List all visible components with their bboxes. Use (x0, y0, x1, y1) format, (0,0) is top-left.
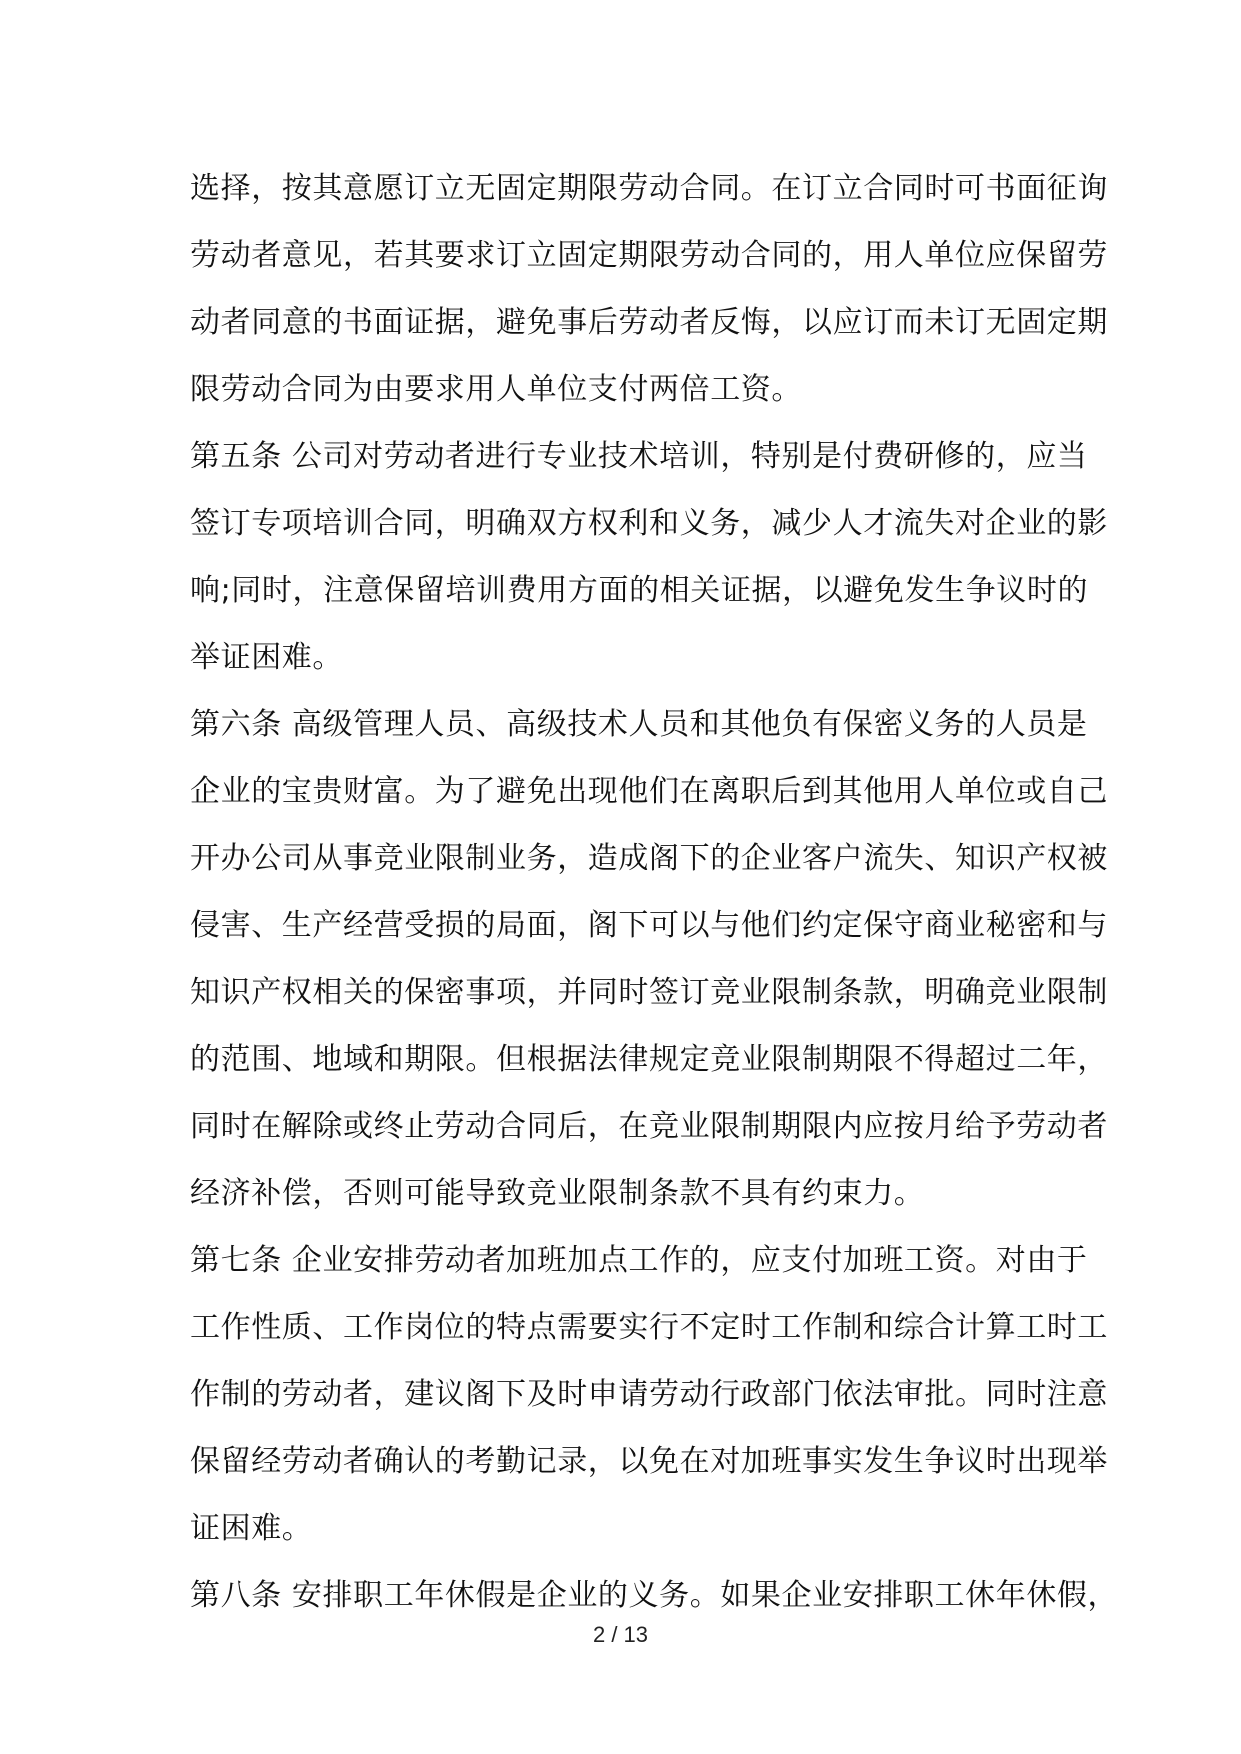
article-5-start: 第五条 公司对劳动者进行专业技术培训，特别是付费研修的，应当 (190, 439, 1088, 474)
text-line: 企业的宝贵财富。为了避免出现他们在离职后到其他用人单位或自己 (190, 774, 1108, 809)
text-line: 限劳动合同为由要求用人单位支付两倍工资。 (190, 372, 802, 407)
text-line: 响;同时，注意保留培训费用方面的相关证据，以避免发生争议时的 (190, 573, 1089, 608)
document-body (190, 155, 1119, 1629)
text-line: 侵害、生产经营受损的局面，阁下可以与他们约定保守商业秘密和与 (190, 908, 1108, 943)
text-line: 选择，按其意愿订立无固定期限劳动合同。在订立合同时可书面征询 (190, 171, 1108, 206)
text-line: 同时在解除或终止劳动合同后，在竞业限制期限内应按月给予劳动者 (190, 1109, 1108, 1144)
text-line: 保留经劳动者确认的考勤记录，以免在对加班事实发生争议时出现举 (190, 1444, 1108, 1479)
article-8-start: 第八条 安排职工年休假是企业的义务。如果企业安排职工休年休假， (190, 1578, 1119, 1613)
text-line: 动者同意的书面证据，避免事后劳动者反悔，以应订而未订无固定期 (190, 305, 1108, 340)
text-line: 工作性质、工作岗位的特点需要实行不定时工作制和综合计算工时工 (190, 1310, 1108, 1345)
article-6-start: 第六条 高级管理人员、高级技术人员和其他负有保密义务的人员是 (190, 707, 1088, 742)
text-line: 知识产权相关的保密事项，并同时签订竞业限制条款，明确竞业限制 (190, 975, 1108, 1010)
text-line: 的范围、地域和期限。但根据法律规定竞业限制期限不得超过二年， (190, 1042, 1108, 1077)
text-line: 签订专项培训合同，明确双方权利和义务，减少人才流失对企业的影 (190, 506, 1108, 541)
text-line: 经济补偿，否则可能导致竞业限制条款不具有约束力。 (190, 1176, 925, 1211)
article-7-start: 第七条 企业安排劳动者加班加点工作的，应支付加班工资。对由于 (190, 1243, 1088, 1278)
text-line: 作制的劳动者，建议阁下及时申请劳动行政部门依法审批。同时注意 (190, 1377, 1108, 1412)
text-line: 举证困难。 (190, 640, 343, 675)
text-line: 证困难。 (190, 1511, 313, 1546)
text-line: 劳动者意见，若其要求订立固定期限劳动合同的，用人单位应保留劳 (190, 238, 1108, 273)
page-number: 2 / 13 (592, 1622, 649, 1647)
text-line: 开办公司从事竞业限制业务，造成阁下的企业客户流失、知识产权被 (190, 841, 1108, 876)
